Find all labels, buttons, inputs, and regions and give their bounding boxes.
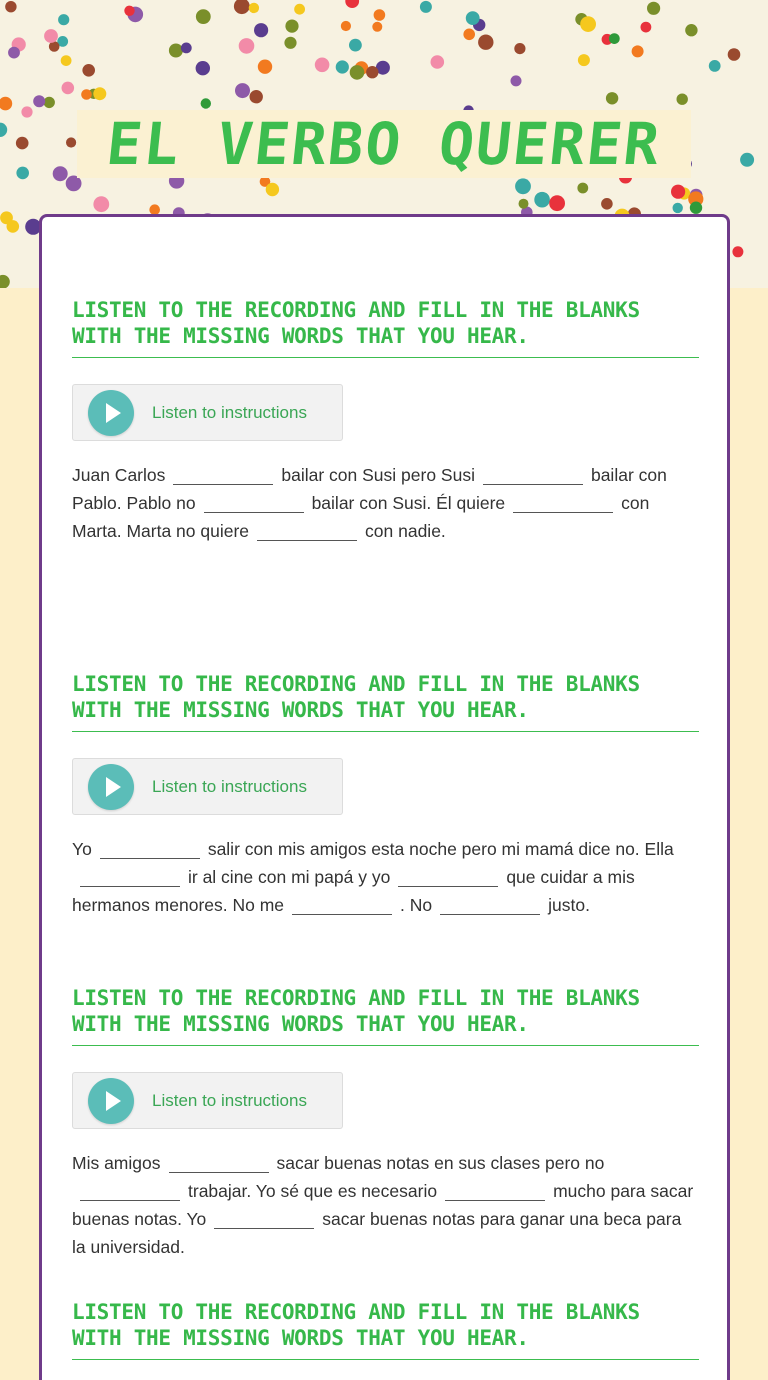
listen-label: Listen to instructions — [152, 776, 307, 796]
passage-text: que cuidar a mis hermanos menores. No me — [72, 867, 635, 915]
polka-dot — [463, 29, 475, 41]
polka-dot — [284, 37, 296, 49]
polka-dot — [511, 75, 522, 86]
exercise-section-4 — [72, 1299, 699, 1360]
polka-dot — [93, 196, 109, 212]
polka-dot — [673, 203, 683, 213]
polka-dot — [632, 45, 644, 57]
passage-text: con Marta. Marta no quiere — [72, 493, 650, 541]
polka-dot — [647, 2, 660, 15]
polka-dot — [519, 199, 529, 209]
polka-dot — [609, 33, 620, 44]
polka-dot — [266, 183, 279, 196]
polka-dot — [250, 90, 263, 103]
polka-dot — [341, 21, 351, 31]
blank-input[interactable] — [80, 867, 180, 887]
polka-dot — [249, 3, 259, 13]
polka-dot — [420, 1, 432, 13]
passage-text: sacar buenas notas en sus clases pero no — [276, 1153, 605, 1173]
polka-dot — [181, 43, 192, 54]
polka-dot — [235, 83, 250, 98]
polka-dot — [677, 94, 688, 105]
blank-input[interactable] — [214, 1209, 314, 1229]
polka-dot — [33, 95, 45, 107]
passage-text: Juan Carlos — [72, 465, 166, 485]
exercise-section-3 — [72, 985, 699, 1261]
passage-text: bailar con Susi. Él quiere — [311, 493, 506, 513]
passage-text: Yo — [72, 839, 92, 859]
polka-dot — [345, 0, 359, 8]
polka-dot — [709, 60, 721, 72]
polka-dot — [254, 23, 268, 37]
polka-dot — [374, 9, 386, 21]
polka-dot — [8, 47, 20, 59]
passage-text: ir al cine con mi papá y yo — [188, 867, 391, 887]
blank-input[interactable] — [204, 493, 304, 513]
polka-dot — [82, 64, 95, 77]
passage-text: salir con mis amigos esta noche pero mi mamá dice no. Ella — [207, 839, 674, 859]
polka-dot — [641, 22, 652, 33]
listen-label: Listen to instructions — [152, 1090, 307, 1110]
polka-dot — [740, 153, 754, 167]
polka-dot — [534, 192, 550, 208]
polka-dot — [515, 178, 531, 194]
polka-dot — [53, 166, 68, 181]
polka-dot — [61, 55, 72, 66]
polka-dot — [196, 9, 211, 24]
polka-dot — [169, 44, 183, 58]
blank-input[interactable] — [440, 895, 540, 915]
exercise-section-2 — [72, 671, 699, 919]
polka-dot — [580, 16, 596, 32]
title-plate — [77, 110, 691, 178]
worksheet-card — [39, 214, 730, 1380]
blank-input[interactable] — [169, 1153, 269, 1173]
polka-dot — [671, 185, 685, 199]
polka-dot — [62, 82, 75, 95]
fill-in-passage — [72, 461, 699, 545]
blank-input[interactable] — [173, 465, 273, 485]
polka-dot — [0, 275, 10, 288]
passage-text: justo. — [548, 895, 590, 915]
polka-dot — [690, 202, 702, 214]
blank-input[interactable] — [483, 465, 583, 485]
polka-dot — [728, 48, 741, 61]
polka-dot — [336, 60, 349, 73]
polka-dot — [234, 0, 250, 14]
polka-dot — [294, 4, 305, 15]
polka-dot — [0, 123, 7, 137]
passage-text: trabajar. Yo sé que es necesario — [188, 1181, 438, 1201]
passage-text: . No — [400, 895, 433, 915]
blank-input[interactable] — [292, 895, 392, 915]
polka-dot — [466, 11, 480, 25]
exercise-section-1 — [72, 297, 699, 545]
polka-dot — [606, 92, 618, 104]
polka-dot — [124, 6, 134, 16]
listen-instructions-button[interactable] — [72, 384, 343, 441]
play-icon[interactable] — [88, 1078, 134, 1124]
polka-dot — [366, 66, 378, 78]
polka-dot — [578, 54, 590, 66]
page-title: EL VERBO QUERER — [103, 110, 665, 178]
passage-text: bailar con Pablo. Pablo no — [72, 465, 667, 513]
polka-dot — [66, 137, 76, 147]
polka-dot — [81, 89, 92, 100]
listen-instructions-button[interactable] — [72, 758, 343, 815]
polka-dot — [258, 59, 272, 73]
polka-dot — [577, 183, 588, 194]
blank-input[interactable] — [513, 493, 613, 513]
blank-input[interactable] — [80, 1181, 180, 1201]
fill-in-passage — [72, 1149, 699, 1261]
blank-input[interactable] — [257, 521, 357, 541]
polka-dot — [431, 55, 445, 69]
play-icon[interactable] — [88, 390, 134, 436]
polka-dot — [16, 137, 29, 150]
polka-dot — [5, 1, 16, 12]
polka-dot — [93, 87, 106, 100]
passage-text: sacar buenas notas para ganar una beca para la universidad. — [72, 1209, 682, 1257]
section-heading: LISTEN TO THE RECORDING AND FILL IN THE BLANKS WITH THE MISSING WORDS THAT YOU HEAR. — [72, 297, 699, 358]
listen-label: Listen to instructions — [152, 402, 307, 422]
polka-dot — [685, 24, 697, 36]
polka-dot — [239, 38, 255, 54]
polka-dot — [601, 198, 613, 210]
fill-in-passage — [72, 835, 699, 919]
polka-dot — [201, 98, 211, 108]
polka-dot — [514, 43, 525, 54]
polka-dot — [315, 58, 330, 73]
passage-text: Mis amigos — [72, 1153, 161, 1173]
passage-text: bailar con Susi pero Susi — [281, 465, 475, 485]
polka-dot — [44, 29, 58, 43]
polka-dot — [372, 22, 382, 32]
listen-instructions-button[interactable] — [72, 1072, 343, 1129]
polka-dot — [349, 39, 362, 52]
section-heading: LISTEN TO THE RECORDING AND FILL IN THE BLANKS WITH THE MISSING WORDS THAT YOU HEAR. — [72, 985, 699, 1046]
polka-dot — [7, 220, 20, 233]
polka-dot — [0, 97, 12, 111]
polka-dot — [196, 61, 210, 75]
polka-dot — [58, 14, 69, 25]
polka-dot — [350, 65, 365, 80]
polka-dot — [44, 97, 55, 108]
section-heading: LISTEN TO THE RECORDING AND FILL IN THE BLANKS WITH THE MISSING WORDS THAT YOU HEAR. — [72, 671, 699, 732]
passage-text: mucho para sacar buenas notas. Yo — [72, 1181, 694, 1229]
polka-dot — [732, 246, 743, 257]
polka-dot — [285, 20, 298, 33]
blank-input[interactable] — [445, 1181, 545, 1201]
polka-dot — [549, 195, 565, 211]
passage-text: con nadie. — [365, 521, 446, 541]
section-heading: LISTEN TO THE RECORDING AND FILL IN THE BLANKS WITH THE MISSING WORDS THAT YOU HEAR. — [72, 1299, 699, 1360]
play-icon[interactable] — [88, 764, 134, 810]
blank-input[interactable] — [100, 839, 200, 859]
polka-dot — [16, 167, 29, 180]
polka-dot — [21, 106, 32, 117]
polka-dot — [478, 35, 493, 50]
blank-input[interactable] — [398, 867, 498, 887]
